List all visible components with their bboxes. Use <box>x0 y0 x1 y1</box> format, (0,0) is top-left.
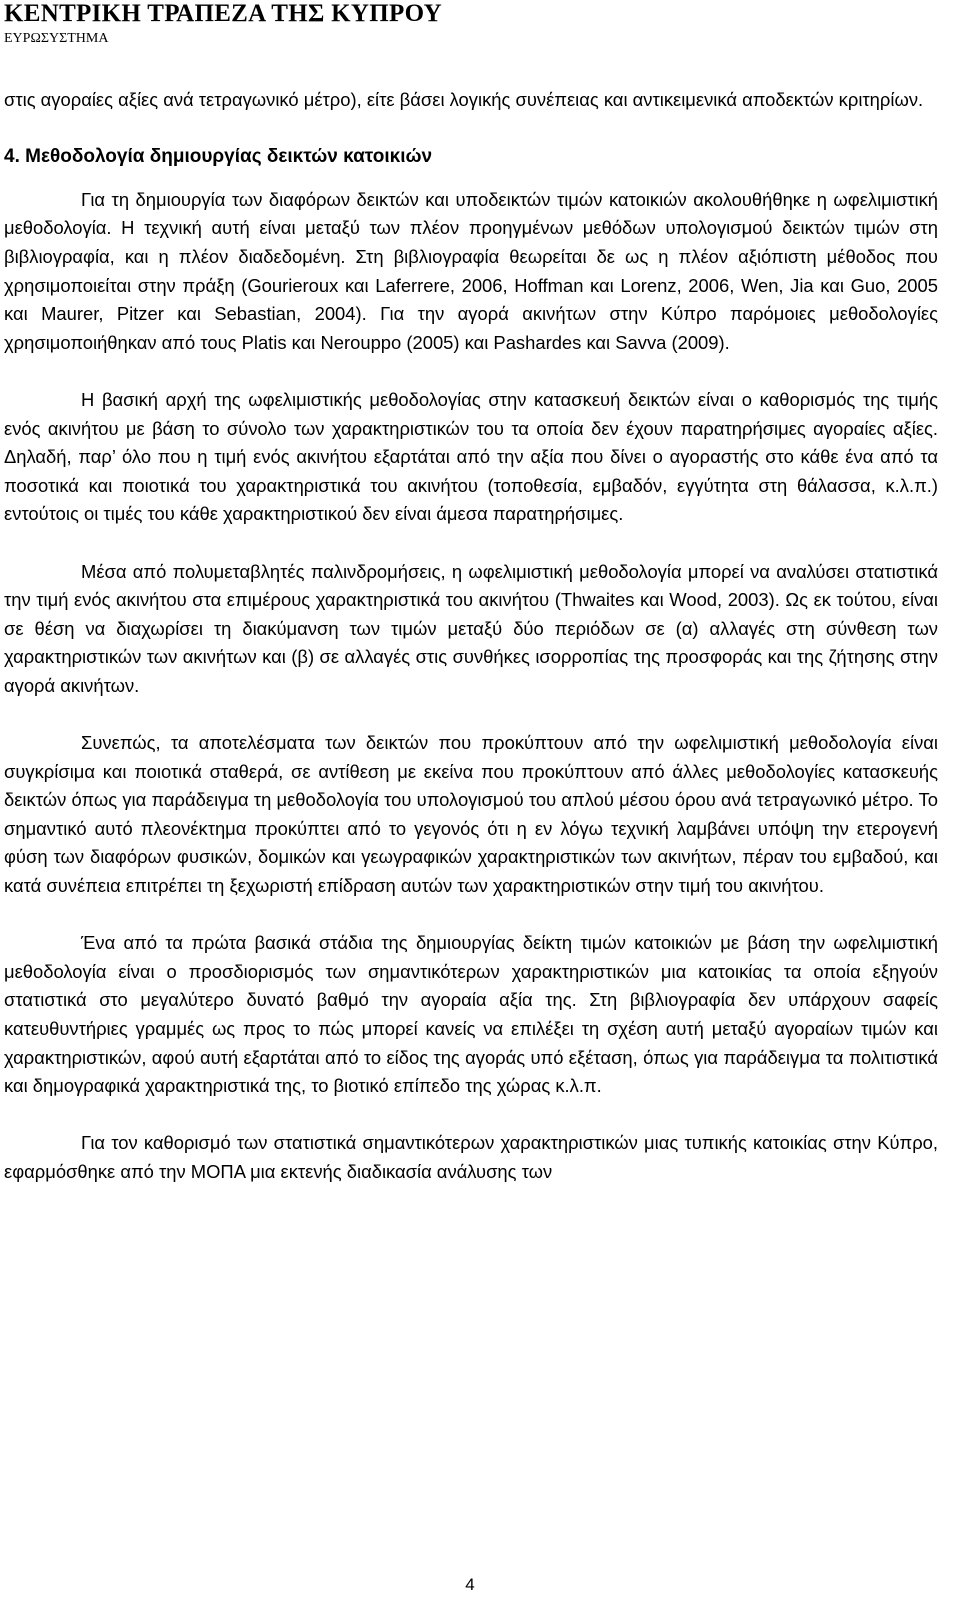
document-body <box>4 86 938 1187</box>
paragraph: Συνεπώς, τα αποτελέσματα των δεικτών που προκύπτουν από την ωφελιμιστική μεθοδολογία είναι συγκρίσιμα και ποιοτικά σταθερά, σε αντίθεση με εκείνα που προκύπτουν από άλλες μεθοδολογίες κατασκευής δεικτών όπως για παράδειγμα τη μεθοδολογία του υπολογισμού του απλού μέσου όρου ανά τετραγωνικό μέτρο. Το σημαντικό αυτό πλεονέκτημα προκύπτει από το γεγονός ότι η εν λόγω τεχνική λαμβάνει υπόψη την ετερογενή φύση των διαφόρων φυσικών, δομικών και γεωγραφικών χαρακτηριστικών των ακινήτων, πέραν του εμβαδού, και κατά συνέπεια επιτρέπει τη ξεχωριστή επίδραση αυτών των χαρακτηριστικών στην τιμή του ακινήτου. <box>4 732 938 897</box>
spacer <box>4 115 938 144</box>
spacer <box>4 529 938 558</box>
paragraph: Για τη δημιουργία των διαφόρων δεικτών και υποδεικτών τιμών κατοικιών ακολουθήθηκε η ωφελιμιστική μεθοδολογία. Η τεχνική αυτή είναι μεταξύ των πλέον προηγμένων μεθόδων υπολογισμού δεικτών τιμών στη βιβλιογραφία, και η πλέον διαδεδομένη. Στη βιβλιογραφία θεωρείται δε ως η πλέον αξιόπιστη μέθοδος που χρησιμοποιείται στην πράξη (Gourieroux και Laferrere, 2006, Hoffman και Lorenz, 2006, Wen, Jia και Guo, 2005 και Maurer, Pitzer και Sebastian, 2004). Για την αγορά ακινήτων στην Κύπρο παρόμοιες μεθοδολογίες χρησιμοποιήθηκαν από τους Platis και Nerouppo (2005) και Pashardes και Savva (2009). <box>4 188 938 353</box>
spacer <box>4 172 938 186</box>
header-title: ΚΕΝΤΡΙΚΗ ΤΡΑΠΕΖΑ ΤΗΣ ΚΥΠΡΟΥ <box>4 0 443 27</box>
header-subtitle: ΕΥΡΩΣΥΣΤΗΜΑ <box>4 31 109 46</box>
paragraph: Ένα από τα πρώτα βασικά στάδια της δημιουργίας δείκτη τιμών κατοικιών με βάση την ωφελιμιστική μεθοδολογία είναι ο προσδιορισμός των σημαντικότερων χαρακτηριστικών μια κατοικίας τα οποία εξηγούν στατιστικά στο μεγαλύτερο δυνατό βαθμό την αγοραία αξία της. Στη βιβλιογραφία δεν υπάρχουν σαφείς κατευθυντήριες γραμμές ως προς το πώς μπορεί κανείς να επιλέξει τη σχέση αυτή μεταξύ αγοραίων τιμών και χαρακτηριστικών, αφού αυτή εξαρτάται από το είδος της αγοράς υπό εξέταση, όπως για παράδειγμα τα πολιτιστικά και δημογραφικά χαρακτηριστικά της, το βιοτικό επίπεδο της χώρας κ.λ.π. <box>4 932 938 1097</box>
spacer <box>4 1101 938 1130</box>
paragraph: Για τον καθορισμό των στατιστικά σημαντικότερων χαρακτηριστικών μιας τυπικής κατοικίας στην Κύπρο, εφαρμόσθηκε από την ΜΟΠΑ μια εκτενής διαδικασία ανάλυσης των <box>4 1132 938 1182</box>
section-heading: 4. Μεθοδολογία δημιουργίας δεικτών κατοικιών <box>4 146 433 168</box>
paragraph: Η βασική αρχή της ωφελιμιστικής μεθοδολογίας στην κατασκευή δεικτών είναι ο καθορισμός της τιμής ενός ακινήτου με βάση το σύνολο των χαρακτηριστικών του τα οποία δεν έχουν παρατηρήσιμες αγοραίες αξίες. Δηλαδή, παρ’ όλο που η τιμή ενός ακινήτου εξαρτάται από την αξία που δίνει ο αγοραστής στο κάθε ένα από τα ποσοτικά και ποιοτικά του χαρακτηριστικά του ακινήτου (τοποθεσία, εμβαδόν, εγγύτητα στη θάλασσα, κ.λ.π.) εντούτοις οι τιμές του κάθε χαρακτηριστικού δεν είναι άμεσα παρατηρήσιμες. <box>4 388 938 525</box>
paragraph: Μέσα από πολυμεταβλητές παλινδρομήσεις, η ωφελιμιστική μεθοδολογία μπορεί να αναλύσει στατιστικά την τιμή ενός ακινήτου στα επιμέρους χαρακτηριστικά του ακινήτου (Thwaites και Wood, 2003). Ως εκ τούτου, είναι σε θέση να διαχωρίσει τη διακύμανση των τιμών μεταξύ δύο περιόδων σε (α) αλλαγές στη σύνθεση των χαρακτηριστικών των ακινήτων και (β) σε αλλαγές στις συνθήκες ισορροπίας της προσφοράς και της ζήτησης στην αγορά ακινήτων. <box>4 560 938 696</box>
page-number: 4 <box>465 1575 475 1594</box>
spacer <box>4 700 938 729</box>
paragraph-continuation: στις αγοραίες αξίες ανά τετραγωνικό μέτρο), είτε βάσει λογικής συνέπειας και αντικειμενικά αποδεκτών κριτηρίων. <box>4 89 924 110</box>
spacer <box>4 901 938 930</box>
spacer <box>4 357 938 386</box>
document-header <box>4 0 442 48</box>
